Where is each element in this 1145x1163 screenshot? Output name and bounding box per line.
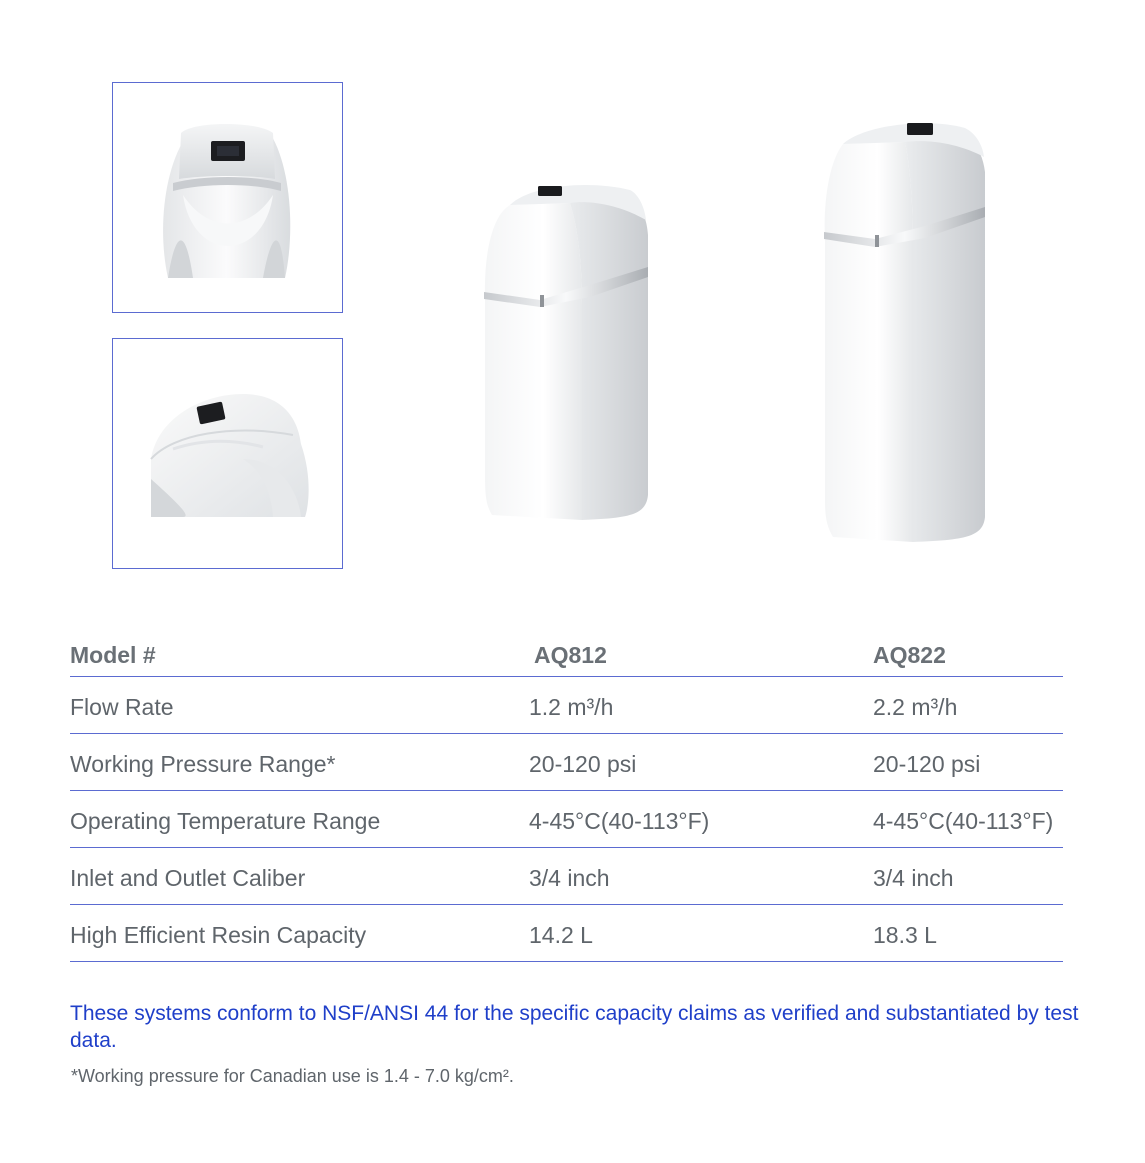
row-value-aq822: 20-120 psi xyxy=(873,751,981,777)
table-row xyxy=(70,848,1063,905)
row-value-aq822: 4-45°C(40-113°F) xyxy=(873,808,1054,834)
row-label: Working Pressure Range* xyxy=(70,751,336,777)
header-model-aq822: AQ822 xyxy=(873,642,946,668)
softener-top-detail-image xyxy=(113,339,343,569)
row-value-aq812: 4-45°C(40-113°F) xyxy=(529,808,710,834)
row-value-aq812: 1.2 m³/h xyxy=(529,694,614,720)
header-model-aq812: AQ812 xyxy=(534,642,607,668)
product-image-aq822 xyxy=(815,112,1010,552)
table-row xyxy=(70,791,1063,848)
detail-thumbnail-front[interactable] xyxy=(112,82,343,313)
detail-thumbnail-top[interactable] xyxy=(112,338,343,569)
softener-front-detail-image xyxy=(113,83,343,313)
row-value-aq812: 20-120 psi xyxy=(529,751,637,777)
row-label: Inlet and Outlet Caliber xyxy=(70,865,306,891)
row-value-aq822: 3/4 inch xyxy=(873,865,954,891)
table-row xyxy=(70,677,1063,734)
softener-short-image xyxy=(470,175,670,535)
row-label: Flow Rate xyxy=(70,694,174,720)
pressure-footnote: *Working pressure for Canadian use is 1.4 - 7.0 kg/cm². xyxy=(71,1066,514,1086)
product-image-aq812 xyxy=(470,175,670,535)
row-label: Operating Temperature Range xyxy=(70,808,381,834)
header-model-label: Model # xyxy=(70,642,156,668)
spec-table xyxy=(70,630,1063,962)
table-row xyxy=(70,734,1063,791)
row-label: High Efficient Resin Capacity xyxy=(70,922,367,948)
row-value-aq812: 3/4 inch xyxy=(529,865,610,891)
row-value-aq812: 14.2 L xyxy=(529,922,593,948)
softener-tall-image xyxy=(815,112,1010,552)
table-row xyxy=(70,905,1063,962)
table-header-row xyxy=(70,630,1063,677)
row-value-aq822: 18.3 L xyxy=(873,922,937,948)
row-value-aq822: 2.2 m³/h xyxy=(873,694,958,720)
certification-note: These systems conform to NSF/ANSI 44 for the specific capacity claims as verified and substantiated by test data. xyxy=(70,1002,1079,1052)
